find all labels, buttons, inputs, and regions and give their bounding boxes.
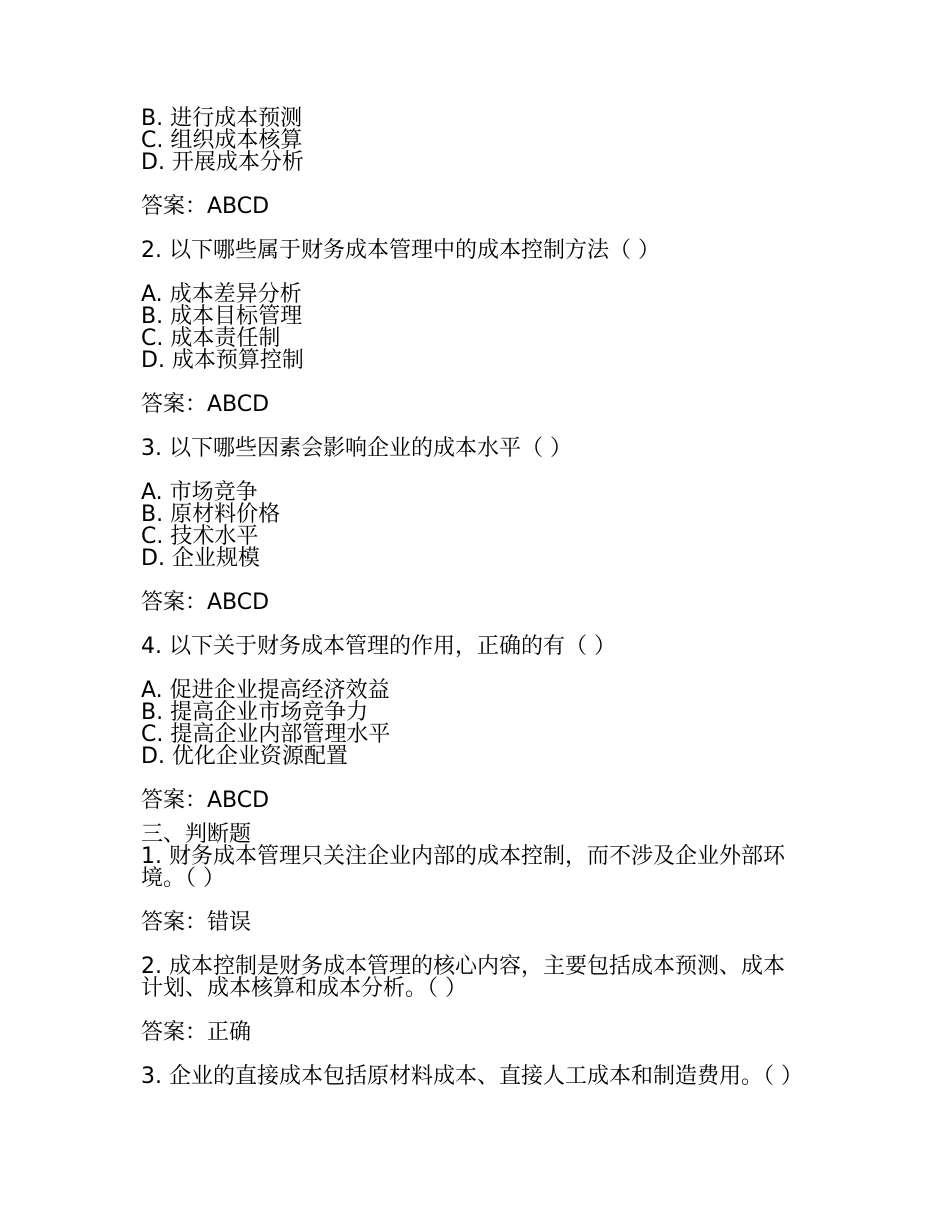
judgement-1-text: 1. 财务成本管理只关注企业内部的成本控制，而不涉及企业外部环境。（ ） (141, 844, 785, 891)
question-2-stem: 2. 以下哪些属于财务成本管理中的成本控制方法（ ） (141, 238, 660, 263)
judgement-2-text: 2. 成本控制是财务成本管理的核心内容，主要包括成本预测、成本计划、成本核算和成本分析。（ ） (141, 954, 785, 1001)
question-3-options (141, 482, 801, 570)
question-2-options (141, 284, 801, 372)
option-a: A. 成本差异分析 (141, 282, 302, 307)
option-b: B. 进行成本预测 (141, 106, 303, 131)
question-1-answer: 答案：ABCD (141, 194, 270, 219)
judgement-2-answer: 答案：正确 (141, 1020, 252, 1045)
question-3-answer: 答案：ABCD (141, 590, 270, 615)
option-b: B. 原材料价格 (141, 502, 281, 527)
option-b: B. 成本目标管理 (141, 304, 303, 329)
question-2-answer: 答案：ABCD (141, 392, 270, 417)
option-d: D. 成本预算控制 (141, 348, 304, 373)
document-page (141, 108, 801, 1088)
option-b: B. 提高企业市场竞争力 (141, 700, 369, 725)
question-4-stem: 4. 以下关于财务成本管理的作用，正确的有（ ） (141, 634, 616, 659)
judgement-3-text: 3. 企业的直接成本包括原材料成本、直接人工成本和制造费用。（ ） (141, 1064, 803, 1089)
option-d: D. 优化企业资源配置 (141, 744, 348, 769)
option-d: D. 企业规模 (141, 546, 260, 571)
option-c: C. 成本责任制 (141, 326, 281, 351)
section-3-title: 三、判断题 (141, 822, 252, 847)
option-c: C. 技术水平 (141, 524, 259, 549)
option-a: A. 促进企业提高经济效益 (141, 678, 390, 703)
option-a: A. 市场竞争 (141, 480, 258, 505)
question-4-options (141, 680, 801, 768)
question-3-stem: 3. 以下哪些因素会影响企业的成本水平（ ） (141, 436, 572, 461)
question-1-options (141, 108, 801, 174)
judgement-1-answer: 答案：错误 (141, 910, 252, 935)
option-c: C. 组织成本核算 (141, 128, 303, 153)
option-c: C. 提高企业内部管理水平 (141, 722, 391, 747)
option-d: D. 开展成本分析 (141, 150, 304, 175)
question-4-answer: 答案：ABCD (141, 788, 270, 813)
